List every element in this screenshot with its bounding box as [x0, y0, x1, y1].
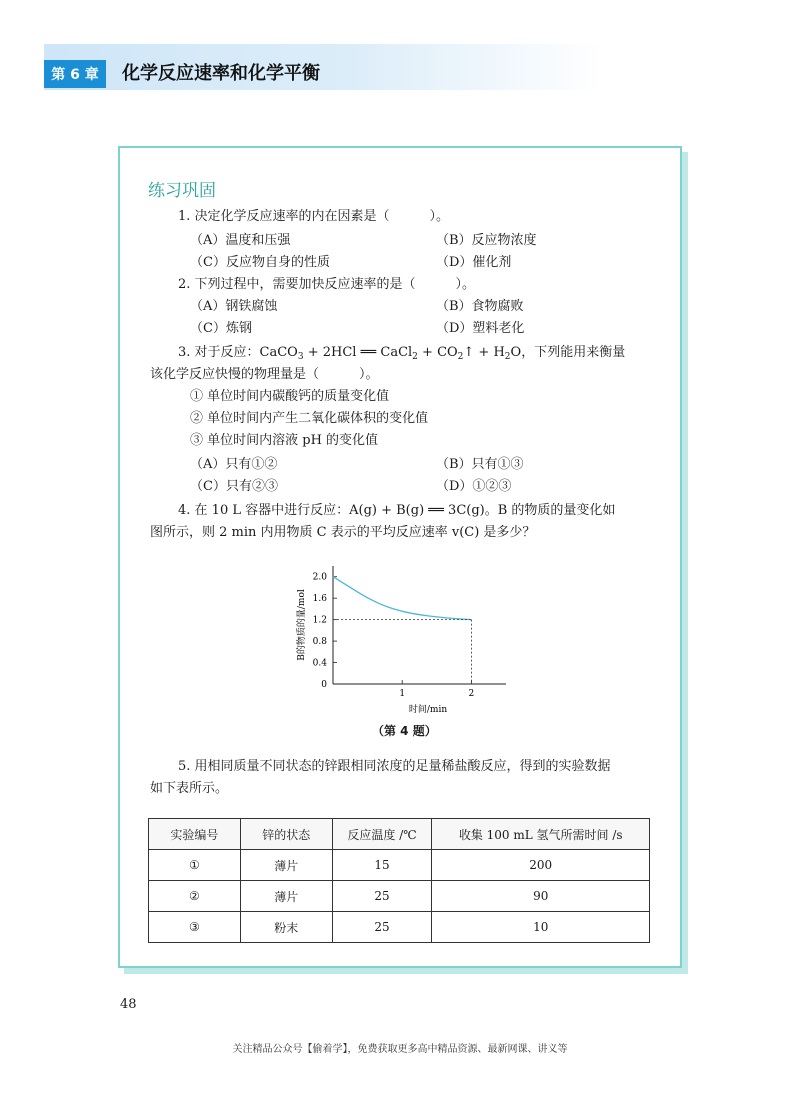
q2-option-d: （D）塑料老化	[436, 321, 525, 336]
table-cell: 薄片	[240, 850, 332, 881]
q3-option-c: （C）只有②③	[190, 479, 278, 494]
y-tick-label: 0.8	[312, 637, 327, 648]
q1-option-c: （C）反应物自身的性质	[190, 255, 330, 270]
q3-item-2: ② 单位时间内产生二氧化碳体积的变化值	[190, 411, 429, 426]
y-tick-label: 1.6	[312, 594, 327, 605]
y-tick-label: 1.2	[312, 615, 327, 626]
experiment-table	[148, 818, 650, 943]
chapter-title: 化学反应速率和化学平衡	[122, 63, 320, 84]
q3-stem-line1: 3. 对于反应：CaCO$_3$ + 2HCl ══ CaCl$_2$ + $CO_2↑ + H_2O$，下列能用来衡量	[178, 345, 626, 362]
table-cell: ③	[149, 912, 241, 943]
section-title: 练习巩固	[148, 181, 216, 201]
table-cell: 薄片	[240, 881, 332, 912]
table-cell: 粉末	[240, 912, 332, 943]
q5-line2: 如下表所示。	[150, 781, 229, 796]
chapter-badge: 第 6 章	[44, 60, 106, 88]
table-cell: 90	[432, 881, 650, 912]
q2-option-c: （C）炼钢	[190, 321, 252, 336]
y-tick-label: 0	[321, 680, 327, 690]
q3-item-3: ③ 单位时间内溶液 pH 的变化值	[190, 433, 379, 448]
y-tick-label: 0.4	[312, 658, 327, 669]
q1-stem: 1. 决定化学反应速率的内在因素是（ ）。	[178, 209, 450, 224]
q1-option-d: （D）催化剂	[436, 255, 512, 270]
q1-option-b: （B）反应物浓度	[436, 233, 537, 248]
table-cell: ②	[149, 881, 241, 912]
table-cell: 15	[332, 850, 432, 881]
table-cell: 200	[432, 850, 650, 881]
table-row	[149, 912, 650, 943]
q3-option-a: （A）只有①②	[190, 457, 278, 472]
q3-option-b: （B）只有①③	[436, 457, 524, 472]
y-tick-label: 2.0	[312, 572, 327, 583]
page-number: 48	[120, 997, 137, 1012]
header-cell: 反应温度 /℃	[332, 819, 432, 850]
header-cell: 实验编号	[149, 819, 241, 850]
q1-option-a: （A）温度和压强	[190, 233, 291, 248]
x-tick-label: 2	[468, 689, 475, 699]
q2-stem: 2. 下列过程中，需要加快反应速率的是（ ）。	[178, 277, 476, 292]
series-b-line	[333, 577, 471, 620]
q2-option-a: （A）钢铁腐蚀	[190, 299, 278, 314]
x-tick-label: 1	[399, 689, 406, 699]
header-cell: 收集 100 mL 氢气所需时间 /s	[432, 819, 650, 850]
q3-option-d: （D）①②③	[436, 479, 512, 494]
table-cell: 25	[332, 881, 432, 912]
q2-option-b: （B）食物腐败	[436, 299, 524, 314]
x-axis-label: 时间/min	[408, 705, 448, 715]
table-cell: 25	[332, 912, 432, 943]
q3-stem-line2: 该化学反应快慢的物理量是（ ）。	[150, 367, 379, 382]
table-row	[149, 850, 650, 881]
q3-item-1: ① 单位时间内碳酸钙的质量变化值	[190, 389, 390, 404]
table-cell: 10	[432, 912, 650, 943]
table-cell: ①	[149, 850, 241, 881]
q4-line1: 4. 在 10 L 容器中进行反应：A(g) + B(g) ══ 3C(g)。B 的物质的量变化如	[178, 503, 616, 518]
header-cell: 锌的状态	[240, 819, 332, 850]
q4-line2: 图所示，则 2 min 内用物质 C 表示的平均反应速率 v(C) 是多少？	[150, 525, 536, 540]
table-header-row	[149, 819, 650, 850]
footer-note: 关注精品公众号【偷着学】，免费获取更多高中精品资源、最新网课、讲义等	[232, 1044, 568, 1055]
q4-chart	[290, 562, 520, 718]
q4-caption: （第 4 题）	[372, 724, 437, 738]
q5-line1: 5. 用相同质量不同状态的锌跟相同浓度的足量稀盐酸反应，得到的实验数据	[178, 759, 611, 774]
table-row	[149, 881, 650, 912]
y-axis-label: B的物质的量/mol	[297, 589, 307, 661]
